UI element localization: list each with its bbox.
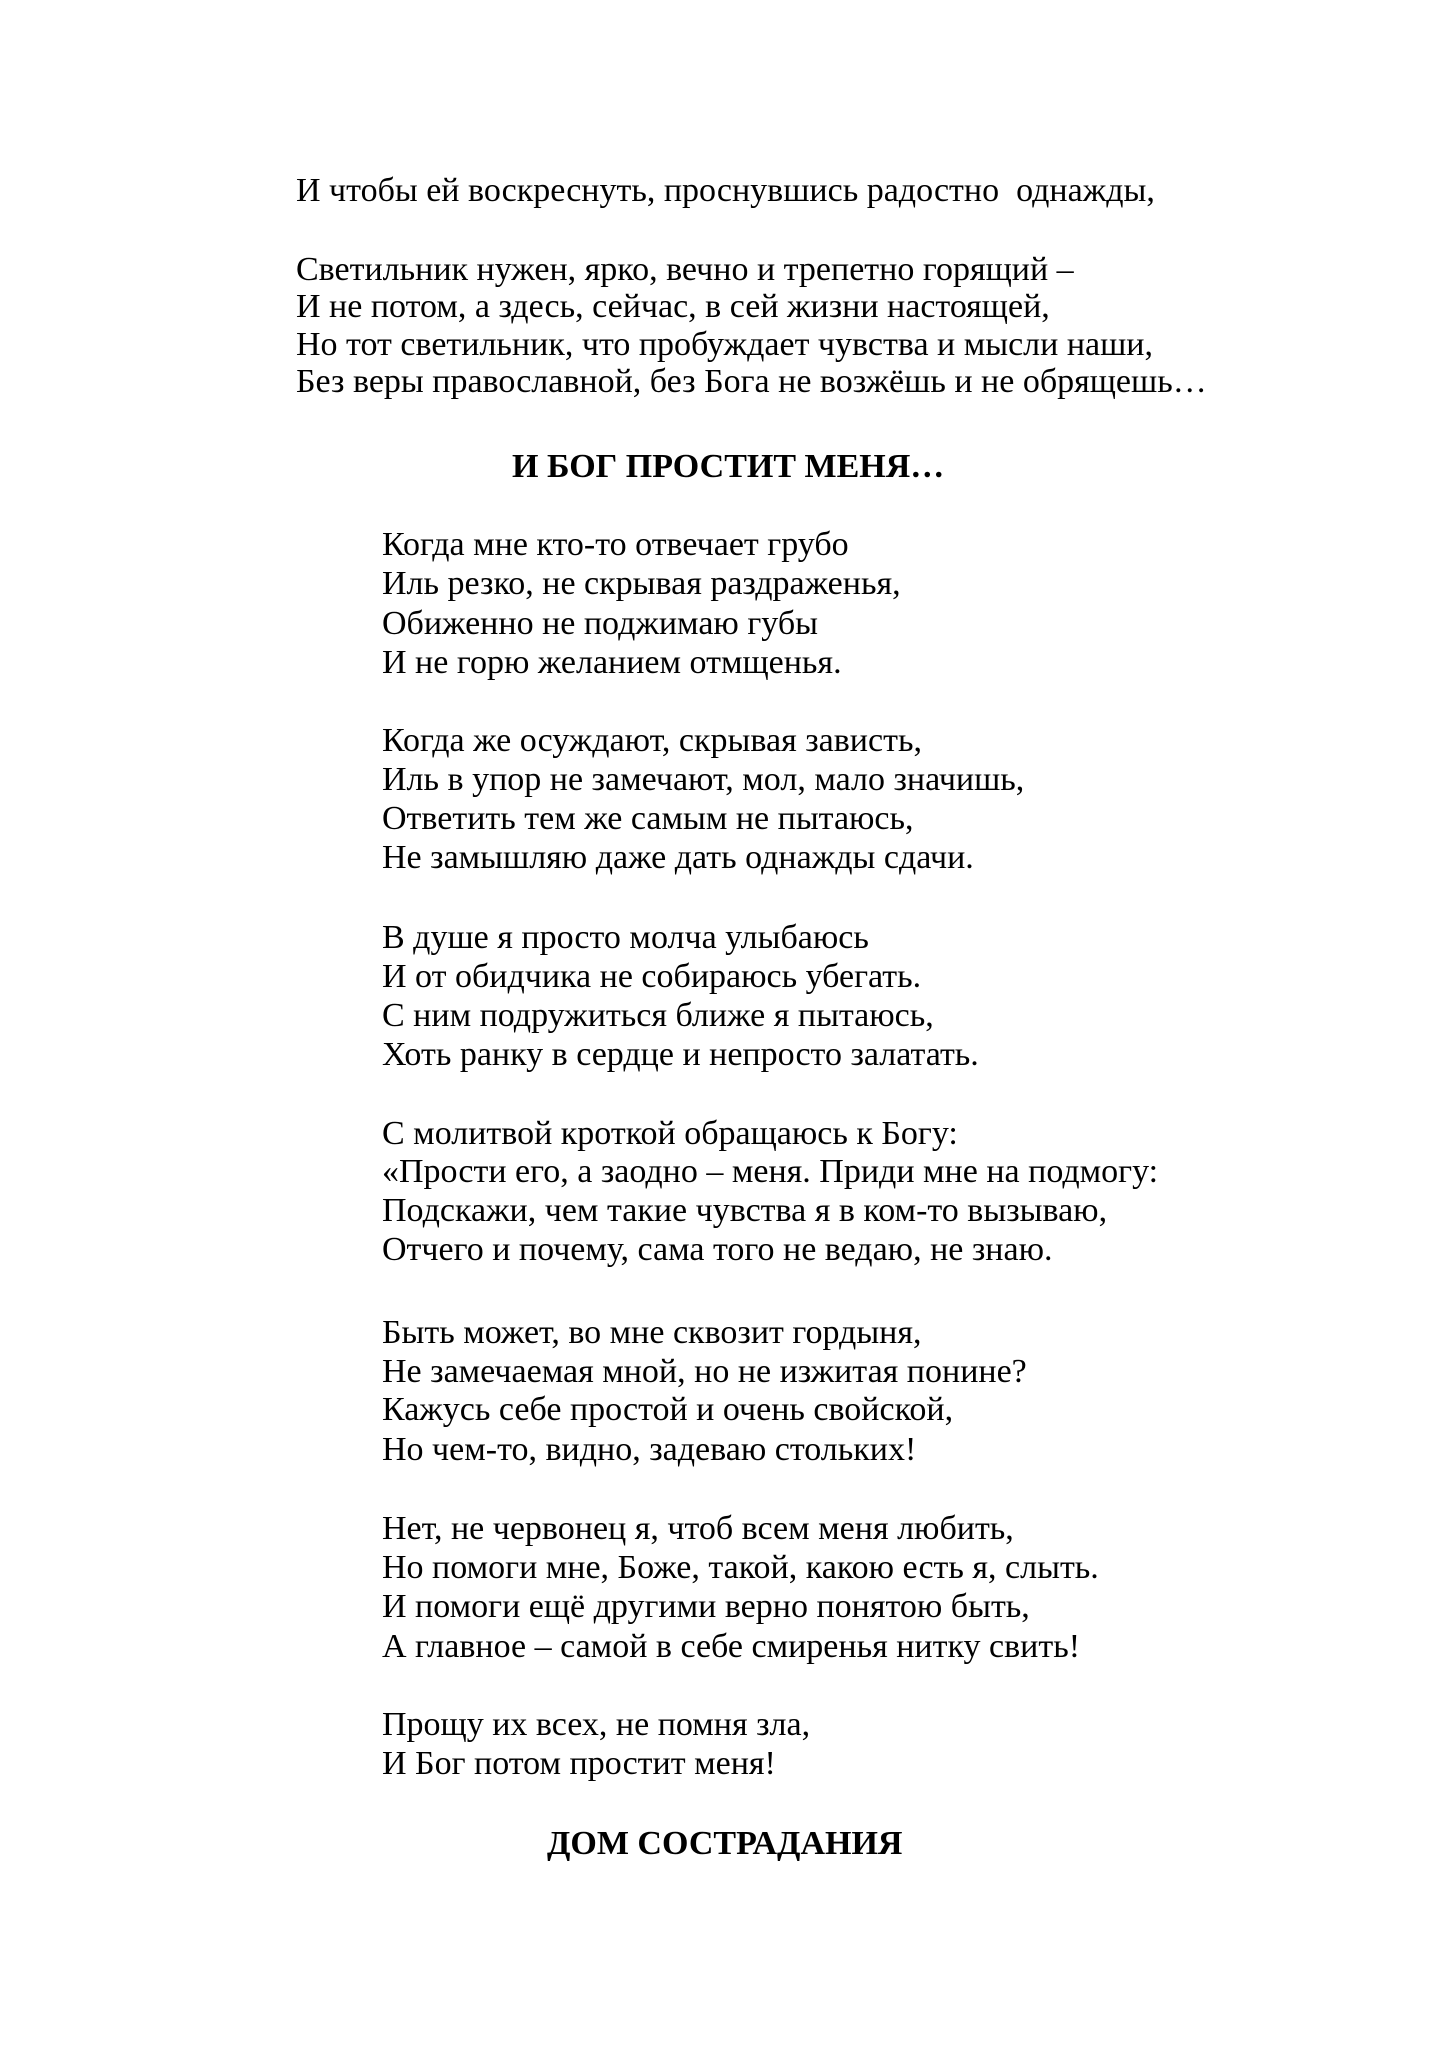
- poem-line: А главное – самой в себе смиренья нитку свить!: [382, 1628, 1081, 1665]
- poem-line: Кажусь себе простой и очень свойской,: [382, 1391, 954, 1428]
- poem-line: «Прости его, а заодно – меня. Приди мне на подмогу:: [382, 1153, 1159, 1190]
- poem-line: Не замечаемая мной, но не изжитая понине?: [382, 1353, 1027, 1390]
- poem-title: И БОГ ПРОСТИТ МЕНЯ…: [512, 448, 945, 485]
- intro-line: Но тот светильник, что пробуждает чувства и мысли наши,: [296, 326, 1154, 363]
- poem-line: Нет, не червонец я, чтоб всем меня любить,: [382, 1510, 1014, 1547]
- poem-line: Иль резко, не скрывая раздраженья,: [382, 565, 901, 602]
- poem-line: Но помоги мне, Боже, такой, какою есть я, слыть.: [382, 1549, 1099, 1586]
- poem-line: Ответить тем же самым не пытаюсь,: [382, 800, 914, 837]
- poem-line: С молитвой кроткой обращаюсь к Богу:: [382, 1115, 958, 1152]
- next-poem-title: ДОМ СОСТРАДАНИЯ: [547, 1825, 903, 1862]
- intro-line: И чтобы ей воскреснуть, проснувшись радостно однажды,: [296, 172, 1155, 209]
- poem-line: Не замышляю даже дать однажды сдачи.: [382, 839, 974, 876]
- poem-line: Быть может, во мне сквозит гордыня,: [382, 1314, 922, 1351]
- intro-line: Светильник нужен, ярко, вечно и трепетно горящий –: [296, 251, 1074, 288]
- poem-line: И не горю желанием отмщенья.: [382, 644, 842, 681]
- poem-line: В душе я просто молча улыбаюсь: [382, 919, 869, 956]
- poem-line: Подскажи, чем такие чувства я в ком-то вызываю,: [382, 1192, 1108, 1229]
- poem-line: Иль в упор не замечают, мол, мало значишь,: [382, 761, 1025, 798]
- intro-line: И не потом, а здесь, сейчас, в сей жизни настоящей,: [296, 288, 1050, 325]
- poem-line: Обиженно не поджимаю губы: [382, 605, 818, 642]
- intro-line: Без веры православной, без Бога не возжёшь и не обрящешь…: [296, 363, 1207, 400]
- poem-line: И Бог потом простит меня!: [382, 1745, 776, 1782]
- poem-line: Когда же осуждают, скрывая зависть,: [382, 722, 922, 759]
- poem-line: Когда мне кто-то отвечает грубо: [382, 526, 849, 563]
- poem-line: И помоги ещё другими верно понятою быть,: [382, 1588, 1030, 1625]
- poem-line: С ним подружиться ближе я пытаюсь,: [382, 997, 934, 1034]
- poem-line: Но чем-то, видно, задеваю стольких!: [382, 1431, 917, 1468]
- poem-line: Прощу их всех, не помня зла,: [382, 1706, 811, 1743]
- poem-line: Отчего и почему, сама того не ведаю, не знаю.: [382, 1231, 1053, 1268]
- poem-line: Хоть ранку в сердце и непросто залатать.: [382, 1036, 979, 1073]
- poem-line: И от обидчика не собираюсь убегать.: [382, 958, 922, 995]
